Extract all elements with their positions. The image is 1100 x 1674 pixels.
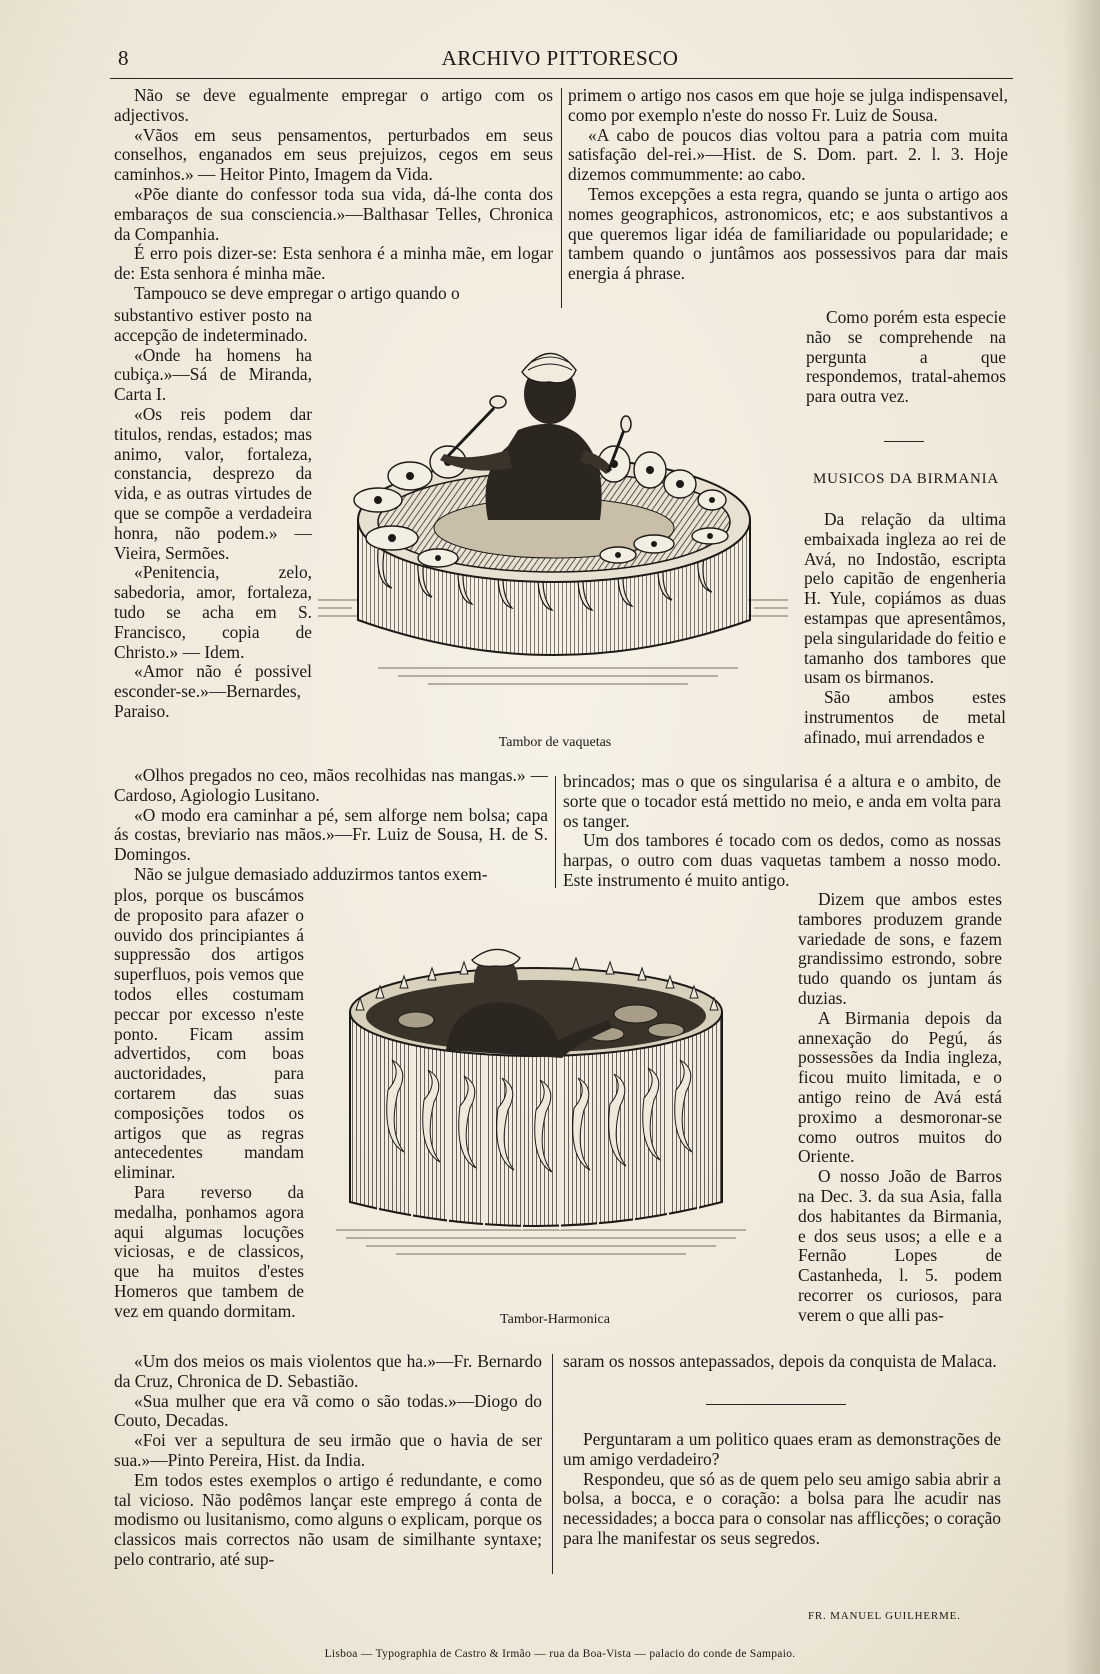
paragraph: «Olhos pregados no ceo, mãos recolhidas nas mangas.» — Cardoso, Agiologio Lusitano. <box>114 765 548 805</box>
paragraph: «Vãos em seus pensamentos, perturbados em seus conselhos, enganados em seus prejuizos, cegos em seus caminhos.» — Heitor Pinto, Imagem da Vida. <box>114 124 553 185</box>
paragraph: Não se deve egualmente empregar o artigo com os adjectivos. <box>114 85 553 125</box>
paragraph: «Onde ha homens ha cubiça.»—Sá de Miranda, Carta I. <box>114 344 312 405</box>
paragraph: «Sua mulher que era vã como o são todas.»—Diogo do Couto, Decadas. <box>114 1390 542 1431</box>
section-rule <box>706 1404 846 1405</box>
right-column-top <box>568 86 1008 284</box>
paragraph: «Põe diante do confessor toda sua vida, dá-lhe conta dos embaraços de sua consciencia.»—Balthasar Telles, Chronica da Companhia. <box>114 183 553 244</box>
paragraph: A Birmania depois da annexação do Pegú, ás possessões da India ingleza, ficou muito limitada, e o antigo reino de Avá está proximo a desmoronar-se como outros muitos do Oriente. <box>798 1007 1002 1167</box>
page-number: 8 <box>118 46 129 70</box>
drum-with-sticks-engraving <box>318 350 790 710</box>
paragraph: O nosso João de Barros na Dec. 3. da sua Asia, falla dos habitantes da Birmania, e dos seus usos; a elle e a Fernão Lopes de Castanheda, l. 5. podem recorrer os curiosos, para verem o que alli pas- <box>798 1166 1002 1325</box>
paragraph: Como porém esta especie não se comprehende na pergunta a que respondemos, tratal-ahemos para outra vez. <box>806 307 1006 407</box>
paragraph: É erro pois dizer-se: Esta senhora é a minha mãe, em logar de: Esta senhora é minha mãe. <box>114 243 553 284</box>
signature: FR. MANUEL GUILHERME. <box>808 1610 961 1622</box>
harmonica-drum-engraving <box>336 940 756 1270</box>
right-column-narrow-2 <box>804 510 1006 748</box>
running-header <box>110 44 1010 80</box>
right-column-narrow-3 <box>798 890 1002 1326</box>
paragraph: Em todos estes exemplos o artigo é redundante, e como tal vicioso. Não podêmos lançar este emprego á conta de modismo ou lusitanismo, como alguns o explicam, porque os classicos mais correctos não usam de similhante syntaxe; pelo contrario, até sup- <box>114 1469 542 1569</box>
left-column-narrow-1 <box>114 306 312 722</box>
header-rule <box>110 78 1013 79</box>
column-divider <box>552 1354 553 1574</box>
figure-caption: Tambor de vaquetas <box>498 735 612 750</box>
paragraph: São ambos estes instrumentos de metal afinado, mui arrendados e <box>804 687 1006 747</box>
left-column-top <box>114 86 553 304</box>
paragraph: primem o artigo nos casos em que hoje se julga indispensavel, como por exemplo n'este do nosso Fr. Luiz de Sousa. <box>568 85 1008 125</box>
paragraph: brincados; mas o que os singularisa é a altura e o ambito, de sorte que o tocador está mettido no meio, e anda em volta para os tanger. <box>563 771 1001 831</box>
section-rule <box>884 441 924 442</box>
paragraph: «Penitencia, zelo, sabedoria, amor, fortaleza, tudo se acha em S. Francisco, copia de Christo.» — Idem. <box>114 562 312 662</box>
paragraph: Não se julgue demasiado adduzirmos tantos exem- <box>134 863 488 884</box>
right-column-narrow-1 <box>806 308 1006 407</box>
left-column-middle <box>114 766 548 885</box>
paragraph: «O modo era caminhar a pé, sem alforge nem bolsa; capa ás costas, breviario nas mãos.»—Fr. Luiz de Sousa, H. de S. Domingos. <box>114 804 548 865</box>
paragraph: Perguntaram a um politico quaes eram as demonstrações de um amigo verdadeiro? <box>563 1429 1001 1469</box>
running-title: ARCHIVO PITTORESCO <box>441 46 679 70</box>
paragraph: «Amor não é possivel esconder-se.»—Bernardes, Paraiso. <box>114 661 312 721</box>
paragraph: substantivo estiver posto na accepção de indeterminado. <box>114 305 312 345</box>
paragraph: «Um dos meios os mais violentos que ha.»—Fr. Bernardo da Cruz, Chronica de D. Sebastião. <box>114 1351 542 1391</box>
column-divider <box>555 776 556 888</box>
imprint-footer: Lisboa — Typographia de Castro & Irmão — rua da Boa-Vista — palacio do conde de Sampaio. <box>324 1648 796 1660</box>
figure-caption: Tambor-Harmonica <box>500 1312 610 1327</box>
paragraph: plos, porque os buscámos de proposito para afazer o ouvido dos principiantes á suppressão dos artigos superfluos, pois vemos que todos elles costumam peccar por excesso n'este ponto. Ficam assim advertidos, com boas auctoridades, para cortarem das suas composições todos os artigos que as regras antecedentes mandam eliminar. <box>114 885 304 1183</box>
paragraph: saram os nossos antepassados, depois da conquista de Malaca. <box>563 1351 997 1371</box>
left-column-bottom <box>114 1352 542 1570</box>
paragraph: Para reverso da medalha, ponhamos agora aqui algumas locuções viciosas, e de classicos, que ha muitos d'estes Homeros que tambem de vez em quando dormitam. <box>114 1181 304 1321</box>
paragraph: Tampouco se deve empregar o artigo quando o <box>134 282 460 303</box>
paragraph: Um dos tambores é tocado com os dedos, como as nossas harpas, o outro com duas vaquetas tambem a nosso modo. Este instrumento é muito antigo. <box>563 830 1001 890</box>
paragraph: «Os reis podem dar titulos, rendas, estados; mas animo, valor, fortaleza, constancia, desprezo da vida, e as outras virtudes de que se compõe a verdadeira honra, não podem.» — Vieira, Sermões. <box>114 403 312 563</box>
paragraph: Da relação da ultima embaixada ingleza ao rei de Avá, no Indostão, escripta pelo capitão de engenheria H. Yule, copiámos as duas estampas que apresentâmos, pela singularidade do feitio e tamanho dos tambores que usam os birmanos. <box>804 509 1006 688</box>
right-column-middle <box>563 772 1001 891</box>
paragraph: Temos excepções a esta regra, quando se junta o artigo aos nomes geographicos, astronomicos, etc; e aos substantivos a que queremos ligar idéa de familiaridade ou popularidade; e tambem quando o juntâmos aos possessivos para dar mais energia á phrase. <box>568 183 1008 284</box>
paragraph: «A cabo de poucos dias voltou para a patria com muita satisfação del-rei.»—Hist. de S. Dom. part. 2. l. 3. Hoje dizemos commummente: ao cabo. <box>568 124 1008 185</box>
page-edge-shadow <box>1064 0 1100 1674</box>
right-column-bottom-2 <box>563 1430 1001 1549</box>
column-divider <box>561 88 562 308</box>
section-title: MUSICOS DA BIRMANIA <box>812 471 1000 487</box>
paragraph: «Foi ver a sepultura de seu irmão que o havia de ser sua.»—Pinto Pereira, Hist. da India. <box>114 1430 542 1470</box>
paragraph: Respondeu, que só as de quem pelo seu amigo sabia abrir a bolsa, a bocca, e o coração: a bolsa para lhe acudir nas necessidades; a bocca para o consolar nas afflicções; o coração para lhe manifestar os seus segredos. <box>563 1468 1001 1548</box>
left-column-narrow-2 <box>114 886 304 1322</box>
right-column-bottom-1 <box>563 1352 1001 1372</box>
paragraph: Dizem que ambos estes tambores produzem grande variedade de sons, e fazem grandissimo estrondo, sobre tudo quando os juntam ás duzias. <box>798 889 1002 1008</box>
